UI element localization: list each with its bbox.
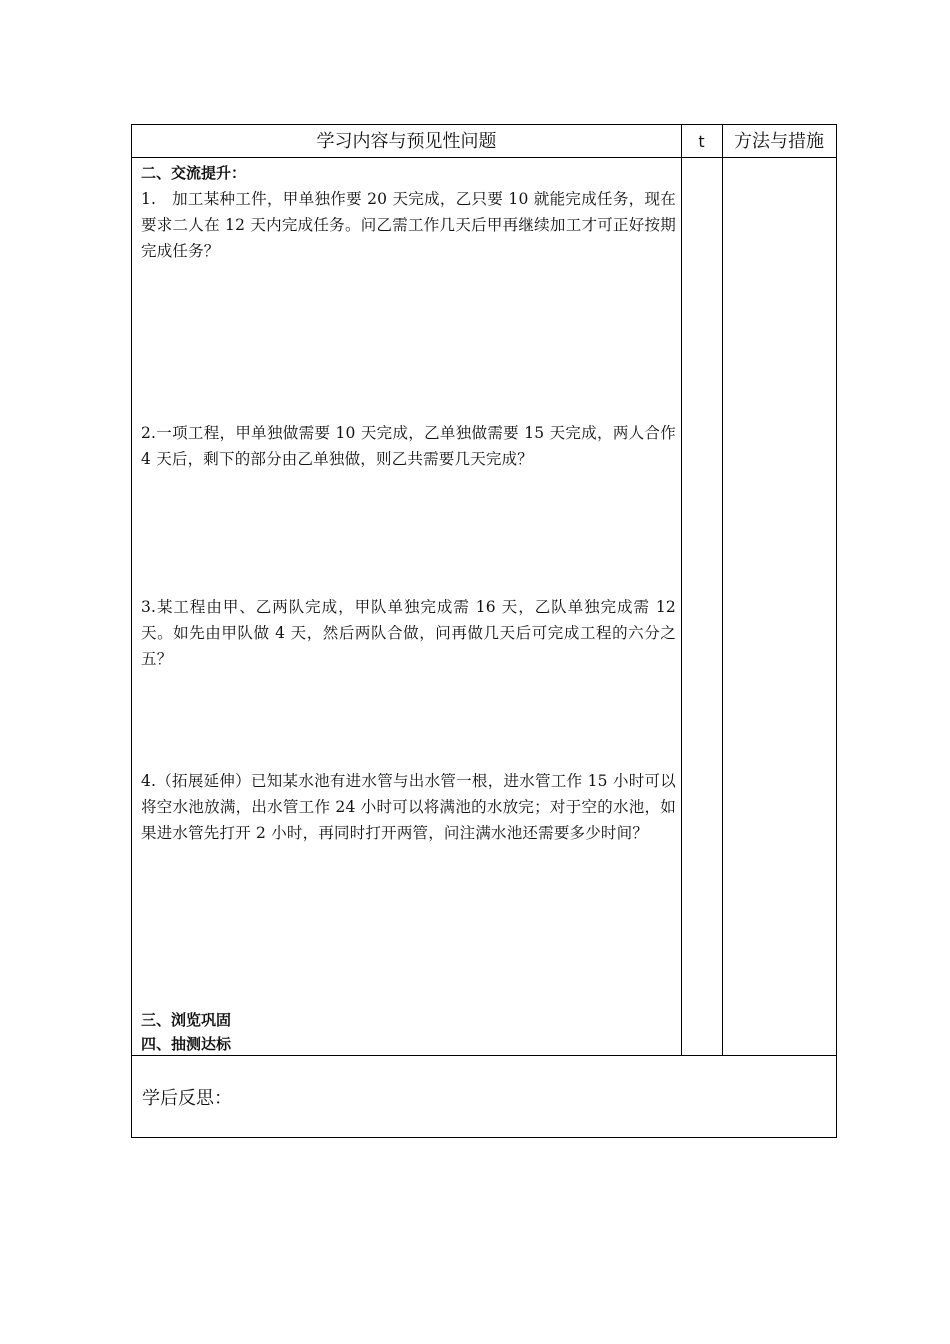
reflection-divider bbox=[132, 1055, 836, 1056]
section-title-review: 三、浏览巩固 bbox=[141, 1011, 232, 1029]
question-2: 2.一项工程，甲单独做需要 10 天完成，乙单独做需要 15 天完成，两人合作 4 天后，剩下的部分由乙单独做，则乙共需要几天完成？ bbox=[141, 424, 676, 468]
header-time-column: t bbox=[698, 132, 705, 151]
column-divider bbox=[681, 125, 682, 1055]
section-title-test: 四、抽测达标 bbox=[141, 1035, 232, 1053]
section-title-exchange: 二、交流提升： bbox=[141, 164, 247, 182]
worksheet-table bbox=[131, 124, 837, 1138]
header-divider bbox=[132, 157, 836, 158]
reflection-label: 学后反思： bbox=[142, 1088, 232, 1109]
question-4: 4.（拓展延伸）已知某水池有进水管与出水管一根，进水管工作 15 小时可以将空水池放满，出水管工作 24 小时可以将满池的水放完；对于空的水池，如果进水管先打开 2 小时，再同时打开两管，问注满水池还需要多少时间？ bbox=[141, 772, 676, 842]
column-divider bbox=[722, 125, 723, 1055]
header-method-column: 方法与措施 bbox=[734, 131, 824, 152]
question-3: 3.某工程由甲、乙两队完成，甲队单独完成需 16 天，乙队单独完成需 12 天。如先由甲队做 4 天，然后两队合做，问再做几天后可完成工程的六分之五？ bbox=[141, 598, 676, 668]
question-1: 1. 加工某种工件，甲单独作要 20 天完成，乙只要 10 就能完成任务，现在要求二人在 12 天内完成任务。问乙需工作几天后甲再继续加工才可正好按期完成任务？ bbox=[141, 190, 676, 260]
header-content-column: 学习内容与预见性问题 bbox=[316, 131, 497, 152]
